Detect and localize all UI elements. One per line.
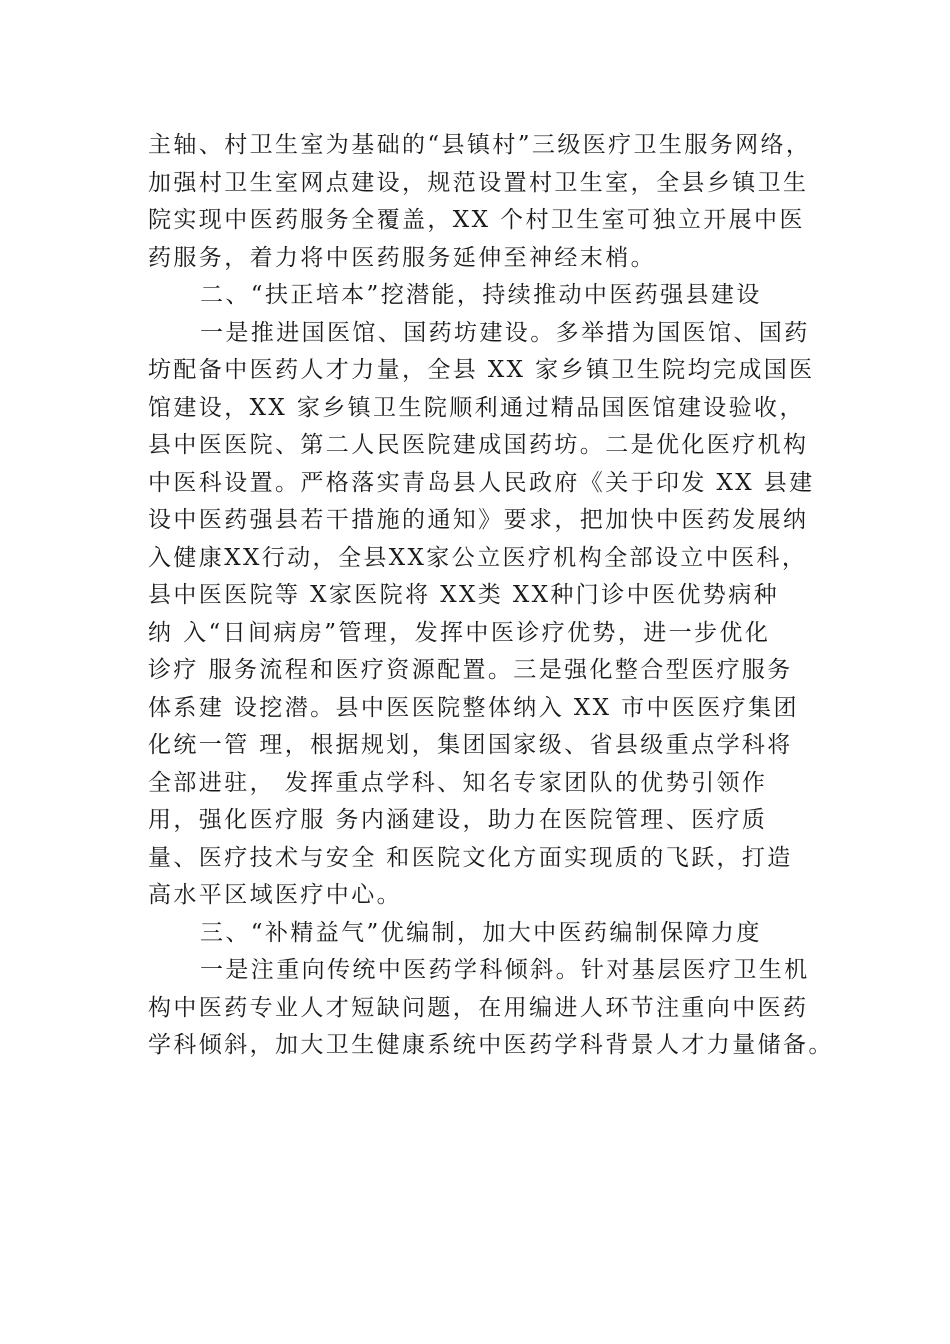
section-heading: 三、“补精益气”优编制，加大中医药编制保障力度 (200, 919, 762, 946)
paragraph-line: 体系建 设挖潜。县中医医院整体纳入 XX 市中医医疗集团 (148, 694, 799, 721)
paragraph-line: 高水平区域医疗中心。 (148, 882, 402, 908)
paragraph-line: 入健康XX行动，全县XX家公立医疗机构全部设立中医科， (148, 544, 808, 571)
paragraph-line: 院实现中医药服务全覆盖，XX 个村卫生室可独立开展中医 (148, 207, 805, 233)
document-body (148, 127, 834, 1065)
paragraph-line: 学科倾斜，加大卫生健康系统中医药学科背景人才力量储备。 (148, 1032, 834, 1058)
paragraph-line: 县中医医院等 X家医院将 XX类 XX种门诊中医优势病种 (148, 582, 780, 608)
paragraph-line: 加强村卫生室网点建设，规范设置村卫生室，全县乡镇卫生 (148, 169, 809, 196)
paragraph-line: 纳 入“日间病房”管理，发挥中医诊疗优势，进一步优化 (148, 619, 771, 646)
paragraph-line: 全部进驻， 发挥重点学科、知名专家团队的优势引领作 (148, 769, 768, 796)
paragraph-line: 量、医疗技术与安全 和医院文化方面实现质的飞跃，打造 (148, 844, 793, 871)
paragraph-line: 一是注重向传统中医药学科倾斜。针对基层医疗卫生机 (200, 957, 810, 983)
paragraph-line: 县中医医院、第二人民医院建成国药坊。二是优化医疗机构 (148, 432, 809, 458)
paragraph-line: 药服务，着力将中医药服务延伸至神经末梢。 (148, 244, 656, 271)
section-heading: 二、“扶正培本”挖潜能，持续推动中医药强县建设 (200, 282, 762, 308)
paragraph-line: 中医科设置。严格落实青岛县人民政府《关于印发 XX 县建 (148, 469, 815, 496)
paragraph-line: 一是推进国医馆、国药坊建设。多举措为国医馆、国药 (200, 319, 810, 346)
paragraph-line: 馆建设，XX 家乡镇卫生院顺利通过精品国医馆建设验收， (148, 394, 805, 421)
paragraph-line: 构中医药专业人才短缺问题，在用编进人环节注重向中医药 (148, 994, 809, 1021)
paragraph-line: 化统一管 理，根据规划，集团国家级、省县级重点学科将 (148, 732, 793, 758)
paragraph-line: 用，强化医疗服 务内涵建设，助力在医院管理、医疗质 (148, 807, 768, 833)
paragraph-line: 设中医药强县若干措施的通知》要求，把加快中医药发展纳 (148, 507, 809, 533)
paragraph-line: 坊配备中医药人才力量，全县 XX 家乡镇卫生院均完成国医 (148, 357, 815, 383)
paragraph-line: 诊疗 服务流程和医疗资源配置。三是强化整合型医疗服务 (148, 657, 793, 683)
paragraph-line: 主轴、村卫生室为基础的“县镇村”三级医疗卫生服务网络， (148, 132, 812, 158)
